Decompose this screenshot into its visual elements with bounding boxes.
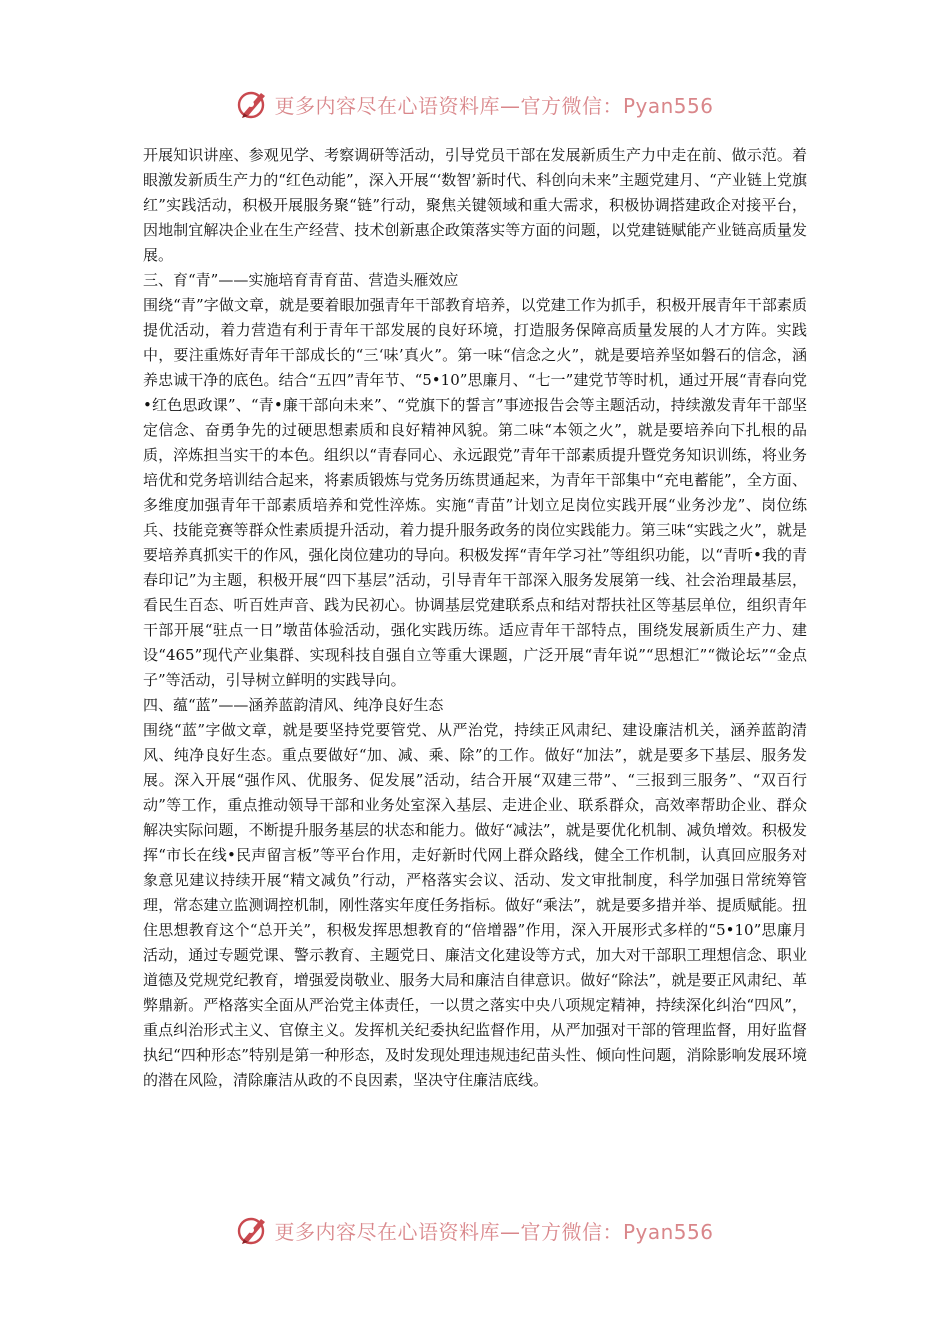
banner-text: 更多内容尽在心语资料库—官方微信：Pyan556	[274, 1219, 714, 1244]
pen-logo-icon	[236, 87, 270, 121]
section-heading-4: 四、蕴“蓝”——涵养蓝韵清风、纯净良好生态	[143, 696, 444, 714]
banner-text: 更多内容尽在心语资料库—官方微信：Pyan556	[274, 93, 714, 118]
paragraph-section-3: 围绕“青”字做文章，就是要着眼加强青年干部教育培养，以党建工作为抓手，积极开展青年干部素质提优活动，着力营造有利于青年干部发展的良好环境，打造服务保障高质量发展的人才方阵。实践中，要注重炼好青年干部成长的“三‘味’真火”。第一味“信念之火”，就是要培养坚如磐石的信念，涵养忠诚干净的底色。结合“五四”青年节、“5•10”思廉月、“七一”建党节等时机，通过开展“青春向党•红色思政课”、“青•廉干部向未来”、“党旗下的誓言”事迹报告会等主题活动，持续激发青年干部坚定信念、奋勇争先的过硬思想素质和良好精神风貌。第二味“本领之火”，就是要培养向下扎根的品质，淬炼担当实干的本色。组织以“青春同心、永远跟党”青年干部素质提升暨党务知识训练，将业务培优和党务培训结合起来，将素质锻炼与党务历练贯通起来，为青年干部集中“充电蓄能”，全方面、多维度加强青年干部素质培养和党性淬炼。实施“青苗”计划立足岗位实践开展“业务沙龙”、岗位练兵、技能竞赛等群众性素质提升活动，着力提升服务政务的岗位实践能力。第三味“实践之火”，就是要培养真抓实干的作风，强化岗位建功的导向。积极发挥“青年学习社”等组织功能，以“青听•我的青春印记”为主题，积极开展“四下基层”活动，引导青年干部深入服务发展第一线、社会治理最基层，看民生百态、听百姓声音、践为民初心。协调基层党建联系点和结对帮扶社区等基层单位，组织青年干部开展“驻点一日”墩苗体验活动，强化实践历练。适应青年干部特点，围绕发展新质生产力、建设“465”现代产业集群、实现科技自强自立等重大课题，广泛开展“青年说”“思想汇”“微论坛”“金点子”等活动，引导树立鲜明的实践导向。	[143, 296, 807, 689]
section-heading-3: 三、育“青”——实施培育青育苗、营造头雁效应	[143, 271, 459, 289]
footer-banner	[0, 1210, 950, 1250]
paragraph-section-4: 围绕“蓝”字做文章，就是要坚持党要管党、从严治党，持续正风肃纪、建设廉洁机关，涵养蓝韵清风、纯净良好生态。重点要做好“加、减、乘、除”的工作。做好“加法”，就是要多下基层、服务发展。深入开展“强作风、优服务、促发展”活动，结合开展“双建三带”、“三报到三服务”、“双百行动”等工作，重点推动领导干部和业务处室深入基层、走进企业、联系群众，高效率帮助企业、群众解决实际问题，不断提升服务基层的状态和能力。做好“减法”，就是要优化机制、减负增效。积极发挥“市长在线•民声留言板”等平台作用，走好新时代网上群众路线，健全工作机制，认真回应服务对象意见建议持续开展“精文减负”行动，严格落实会议、活动、发文审批制度，科学加强日常统筹管理，常态建立监测调控机制，刚性落实年度任务指标。做好“乘法”，就是要多措并举、提质赋能。扭住思想教育这个“总开关”，积极发挥思想教育的“倍增器”作用，深入开展形式多样的“5•10”思廉月活动，通过专题党课、警示教育、主题党日、廉洁文化建设等方式，加大对干部职工理想信念、职业道德及党规党纪教育，增强爱岗敬业、服务大局和廉洁自律意识。做好“除法”，就是要正风肃纪、革弊鼎新。严格落实全面从严治党主体责任，一以贯之落实中央八项规定精神，持续深化纠治“四风”，重点纠治形式主义、官僚主义。发挥机关纪委执纪监督作用，从严加强对干部的管理监督，用好监督执纪“四种形态”特别是第一种形态，及时发现处理违规违纪苗头性、倾向性问题，消除影响发展环境的潜在风险，清除廉洁从政的不良因素，坚决守住廉洁底线。	[143, 721, 807, 1089]
document-body	[143, 143, 807, 1093]
pen-logo-icon	[236, 1213, 270, 1247]
header-banner	[0, 84, 950, 124]
paragraph-intro: 开展知识讲座、参观见学、考察调研等活动，引导党员干部在发展新质生产力中走在前、做示范。着眼激发新质生产力的“红色动能”，深入开展“‘数智’新时代、科创向未来”主题党建月、“产业链上党旗红”实践活动，积极开展服务聚“链”行动，聚焦关键领域和重大需求，积极协调搭建政企对接平台，因地制宜解决企业在生产经营、技术创新惠企政策落实等方面的问题，以党建链赋能产业链高质量发展。	[143, 146, 807, 264]
